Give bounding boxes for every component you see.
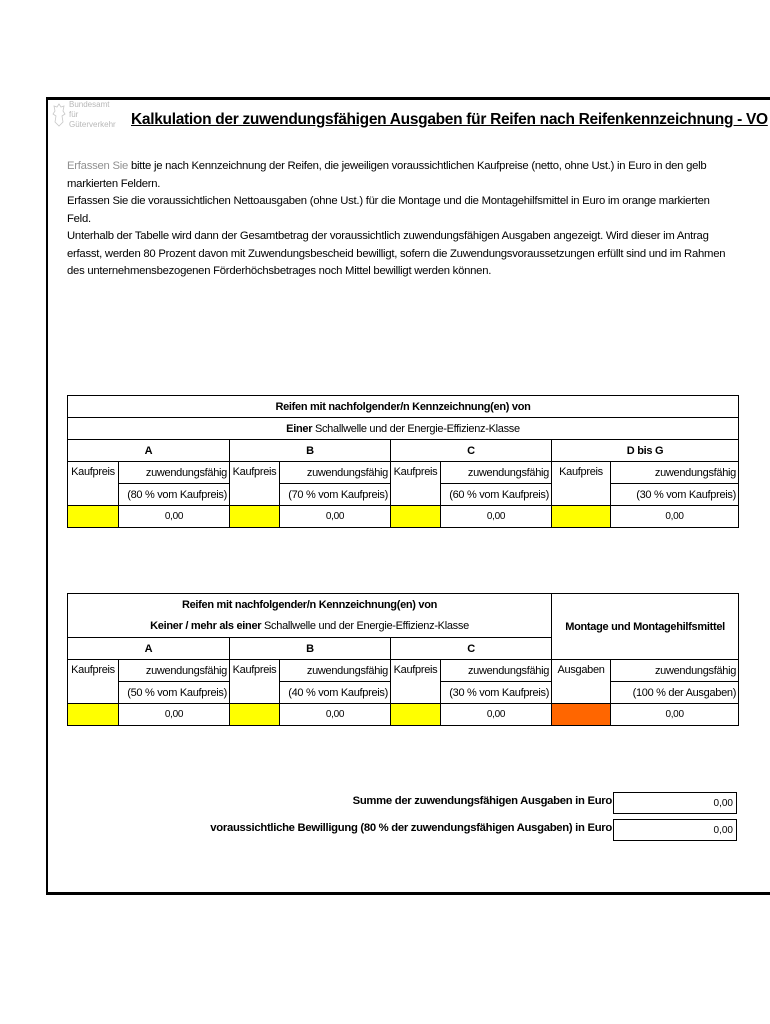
table2-c-kaufpreis-input[interactable]	[391, 704, 441, 726]
table1-c-kaufpreis-input[interactable]	[391, 506, 441, 528]
table2-a-kaufpreis-header: Kaufpreis	[68, 660, 119, 704]
federal-eagle-icon	[52, 102, 66, 128]
table1-b-kaufpreis-header: Kaufpreis	[230, 462, 280, 506]
table1-d-zuw-header-2: (30 % vom Kaufpreis)	[611, 484, 739, 506]
table2-c-kaufpreis-header: Kaufpreis	[391, 660, 441, 704]
table1-b-kaufpreis-input[interactable]	[230, 506, 280, 528]
table1-c-zuw-value: 0,00	[441, 506, 552, 528]
table1-d-kaufpreis-input[interactable]	[552, 506, 611, 528]
table-single-soundwave	[67, 395, 739, 528]
approval-label: voraussichtliche Bewilligung (80 % der zuwendungsfähigen Ausgaben) in Euro	[210, 822, 612, 834]
table1-c-kaufpreis-header: Kaufpreis	[391, 462, 441, 506]
table1-b-zuw-header-1: zuwendungsfähig	[280, 462, 391, 484]
table1-a-zuw-header-1: zuwendungsfähig	[119, 462, 230, 484]
sum-value: 0,00	[613, 792, 737, 814]
sum-label: Summe der zuwendungsfähigen Ausgaben in Euro	[352, 795, 612, 807]
table1-class-d-g: D bis G	[552, 440, 739, 462]
page-title: Kalkulation der zuwendungsfähigen Ausgaben für Reifen nach Reifenkennzeichnung - VO	[131, 111, 768, 128]
table2-b-zuw-header-1: zuwendungsfähig	[280, 660, 391, 682]
table1-b-zuw-header-2: (70 % vom Kaufpreis)	[280, 484, 391, 506]
table1-header-2-text: Schallwelle und der Energie-Effizienz-Klasse	[312, 422, 520, 435]
table2-header-2	[68, 616, 552, 638]
montage-zuw-header-1: zuwendungsfähig	[611, 660, 739, 682]
table1-a-kaufpreis-input[interactable]	[68, 506, 119, 528]
table1-d-kaufpreis-header: Kaufpreis	[552, 462, 611, 506]
table1-header-1: Reifen mit nachfolgender/n Kennzeichnung(en) von	[68, 396, 739, 418]
table2-b-kaufpreis-header: Kaufpreis	[230, 660, 280, 704]
table1-c-zuw-header-1: zuwendungsfähig	[441, 462, 552, 484]
instruction-paragraph-1	[67, 158, 727, 193]
table2-class-c: C	[391, 638, 552, 660]
table1-a-zuw-header-2: (80 % vom Kaufpreis)	[119, 484, 230, 506]
table2-a-zuw-header-2: (50 % vom Kaufpreis)	[119, 682, 230, 704]
instructions	[67, 158, 727, 281]
agency-logo	[52, 100, 127, 134]
table1-class-b: B	[230, 440, 391, 462]
approval-value: 0,00	[613, 819, 737, 841]
agency-name	[69, 100, 127, 130]
table2-header-2-text: Schallwelle und der Energie-Effizienz-Klasse	[261, 620, 469, 633]
montage-header: Montage und Montagehilfsmittel	[552, 594, 739, 660]
table2-a-zuw-value: 0,00	[119, 704, 230, 726]
table2-a-zuw-header-1: zuwendungsfähig	[119, 660, 230, 682]
instruction-paragraph-3: Unterhalb der Tabelle wird dann der Gesamtbetrag der voraussichtlich zuwendungsfähigen Ausgaben angezeigt. Wird dieser im Antrag erfasst, werden 80 Prozent davon mit Zuwendungsbescheid bewilligt, sofern die Zuwendungsvoraussetzungen erfüllt sind und im Rahmen des unternehmensbezogenen Förderhöchsbetrages noch Mittel bewilligt werden können.	[67, 230, 726, 277]
montage-zuw-header-2: (100 % der Ausgaben)	[611, 682, 739, 704]
montage-zuw-value: 0,00	[611, 704, 739, 726]
table-no-or-multiple-soundwaves	[67, 593, 739, 726]
table1-d-zuw-header-1: zuwendungsfähig	[611, 462, 739, 484]
table2-header-2-bold: Keiner / mehr als einer	[150, 620, 262, 633]
table1-header-2	[68, 418, 739, 440]
table1-a-kaufpreis-header: Kaufpreis	[68, 462, 119, 506]
agency-name-line1: Bundesamt	[69, 100, 110, 109]
table2-c-zuw-header-2: (30 % vom Kaufpreis)	[441, 682, 552, 704]
instruction-lead: Erfassen Sie	[67, 160, 129, 172]
table1-a-zuw-value: 0,00	[119, 506, 230, 528]
table2-class-b: B	[230, 638, 391, 660]
montage-ausgaben-input[interactable]	[552, 704, 611, 726]
agency-name-line2: für Güterverkehr	[69, 110, 116, 129]
table2-header-1: Reifen mit nachfolgender/n Kennzeichnung(en) von	[68, 594, 552, 616]
table1-class-a: A	[68, 440, 230, 462]
table2-c-zuw-value: 0,00	[441, 704, 552, 726]
table2-b-zuw-header-2: (40 % vom Kaufpreis)	[280, 682, 391, 704]
table1-class-c: C	[391, 440, 552, 462]
table1-d-zuw-value: 0,00	[611, 506, 739, 528]
table2-c-zuw-header-1: zuwendungsfähig	[441, 660, 552, 682]
table1-header-2-bold: Einer	[286, 422, 313, 435]
table2-b-kaufpreis-input[interactable]	[230, 704, 280, 726]
instruction-text-1: bitte je nach Kennzeichnung der Reifen, die jeweiligen voraussichtlichen Kaufpreise (netto, ohne Ust.) in Euro in den gelb markierten Feldern.	[67, 160, 707, 190]
table2-a-kaufpreis-input[interactable]	[68, 704, 119, 726]
table1-c-zuw-header-2: (60 % vom Kaufpreis)	[441, 484, 552, 506]
table1-b-zuw-value: 0,00	[280, 506, 391, 528]
table2-b-zuw-value: 0,00	[280, 704, 391, 726]
instruction-paragraph-2: Erfassen Sie die voraussichtlichen Nettoausgaben (ohne Ust.) für die Montage und die Montagehilfsmittel in Euro im orange markierten Feld.	[67, 195, 710, 225]
montage-ausgaben-header: Ausgaben	[552, 660, 611, 704]
table2-class-a: A	[68, 638, 230, 660]
